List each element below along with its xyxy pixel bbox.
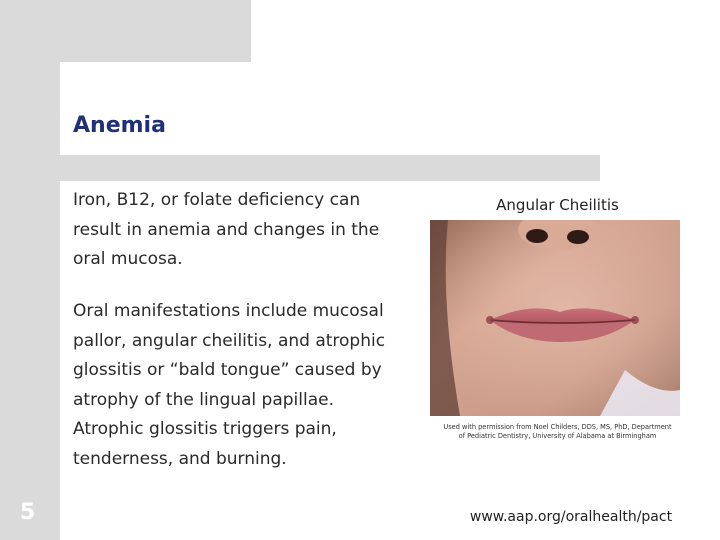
slide-title: Anemia [73, 113, 166, 138]
body-paragraph-deficiency: Iron, B12, or folate deficiency can result in anemia and changes in the oral mucosa. [73, 190, 380, 269]
title-panel [60, 62, 720, 155]
body-paragraph-oral-manifestations: Oral manifestations include mucosal pallor, angular cheilitis, and atrophic glossitis or “bald tongue” caused by atrophy of the lingual papillae. Atrophic glossitis triggers pain, tenderness, and burning. [73, 301, 386, 469]
decorative-gray-block-top [0, 0, 251, 62]
slide-number: 5 [20, 500, 36, 525]
photo-credit: Used with permission from Noel Childers, DDS, MS, PhD, Department of Pediatric Dentistry, University of Alabama at Birmingham [443, 423, 672, 440]
title-underline-bar [60, 155, 600, 181]
source-url-link[interactable]: www.aap.org/oralhealth/pact [469, 509, 673, 525]
angular-cheilitis-photo [430, 220, 680, 416]
image-caption: Angular Cheilitis [496, 196, 619, 214]
decorative-gray-sidebar [0, 62, 60, 540]
